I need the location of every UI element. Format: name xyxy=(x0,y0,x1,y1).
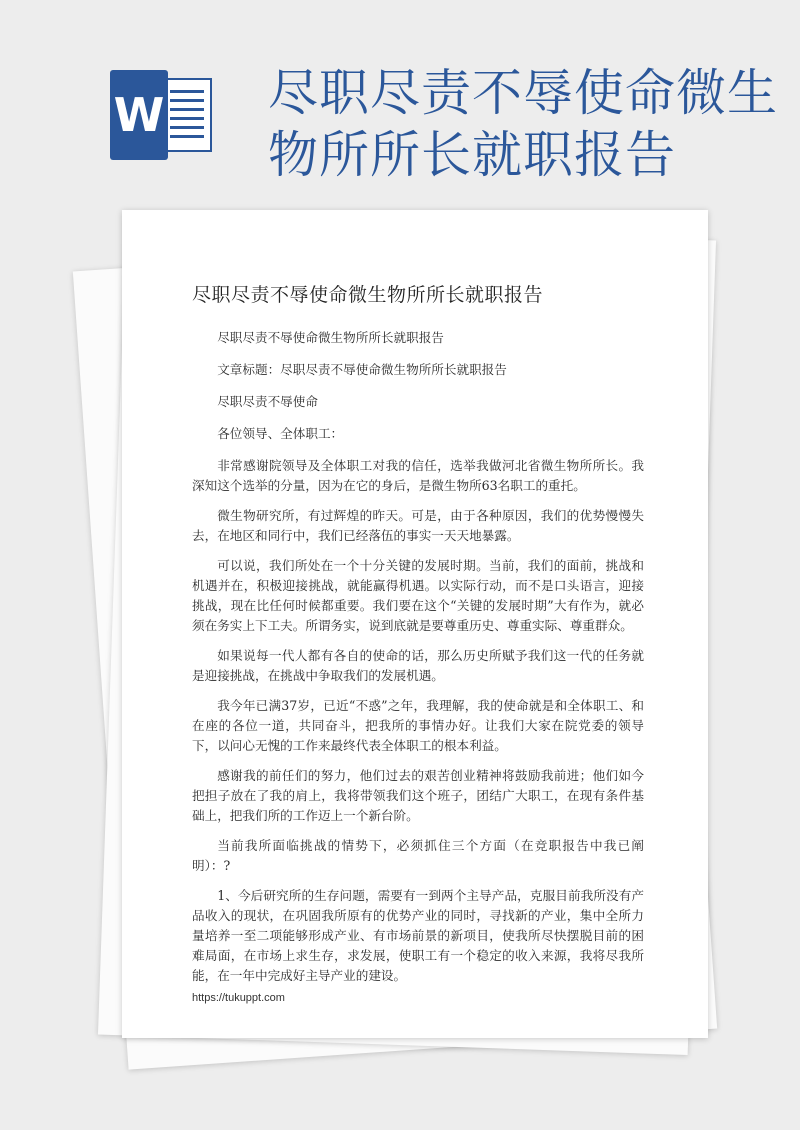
paragraph: 我今年已满37岁，已近“不惑”之年，我理解，我的使命就是和全体职工、和在座的各位一道，共同奋斗，把我所的事情办好。让我们大家在院党委的领导下，以问心无愧的工作来最终代表全体职工的根本利益。 xyxy=(192,698,644,753)
paragraph: 感谢我的前任们的努力，他们过去的艰苦创业精神将鼓励我前进；他们如今把担子放在了我的肩上，我将带领我们这个班子，团结广大职工，在现有条件基础上，把我们所的工作迈上一个新台阶。 xyxy=(192,768,644,823)
paragraph: 尽职尽责不辱使命 xyxy=(217,394,318,409)
word-badge: W xyxy=(110,70,168,160)
document-title: 尽职尽责不辱使命微生物所所长就职报告 xyxy=(192,284,544,306)
paragraph: 如果说每一代人都有各自的使命的话，那么历史所赋予我们这一代的任务就是迎接挑战，在挑战中争取我们的发展机遇。 xyxy=(192,648,644,683)
paragraph: 微生物研究所，有过辉煌的昨天。可是，由于各种原因，我们的优势慢慢失去，在地区和同行中，我们已经落伍的事实一天天地暴露。 xyxy=(192,508,644,543)
banner-title: 尽职尽责不辱使命微生物所所长就职报告 xyxy=(268,64,778,184)
document-page xyxy=(122,210,708,1038)
paragraph: 非常感谢院领导及全体职工对我的信任，选举我做河北省微生物所所长。我深知这个选举的分量，因为在它的身后，是微生物所63名职工的重托。 xyxy=(192,458,644,493)
paragraph: 文章标题：尽职尽责不辱使命微生物所所长就职报告 xyxy=(217,362,507,377)
paragraph: 1、今后研究所的生存问题，需要有一到两个主导产品，克服目前我所没有产品收入的现状，在巩固我所原有的优势产业的同时，寻找新的产业，集中全所力量培养一至二项能够形成产业、有市场前景的新项目，使我所尽快摆脱目前的困难局面，在市场上求生存，求发展，使职工有一个稳定的收入来源，我将尽我所能，在一年中完成好主导产业的建设。 xyxy=(192,888,644,983)
footer-url[interactable]: https://tukuppt.com xyxy=(192,992,285,1004)
paragraph: 各位领导、全体职工： xyxy=(217,426,344,441)
paragraph: 可以说，我们所处在一个十分关键的发展时期。当前，我们的面前，挑战和机遇并在，积极迎接挑战，就能赢得机遇。以实际行动，而不是口头语言，迎接挑战，现在比任何时候都重要。我们要在这个“关键的发展时期”大有作为，就必须在务实上下工夫。所谓务实，说到底就是要尊重历史、尊重实际、尊重群众。 xyxy=(192,558,644,633)
word-document-icon xyxy=(110,70,215,160)
paragraph: 尽职尽责不辱使命微生物所所长就职报告 xyxy=(217,330,444,345)
paragraph: 当前我所面临挑战的情势下，必须抓住三个方面（在竞职报告中我已阐明）：? xyxy=(192,838,644,873)
document-body xyxy=(192,328,644,996)
